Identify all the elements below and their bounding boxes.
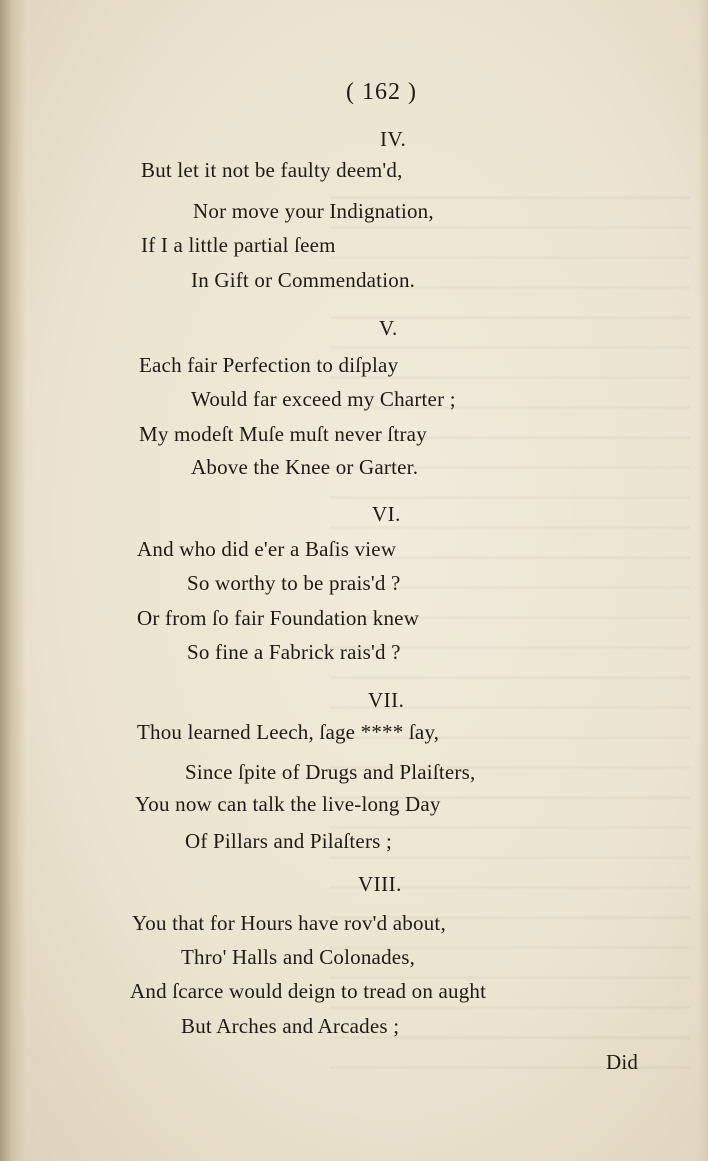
stanza-numeral: IV. [380,127,407,151]
stanza-numeral: VI. [372,502,401,526]
verse-line: But Arches and Arcades ; [181,1014,400,1038]
verse-line: So worthy to be prais'd ? [187,571,401,595]
verse-line: You that for Hours have rov'd about, [132,911,446,935]
verse-line: If I a little partial ſeem [141,233,336,257]
page-gutter-shadow [0,0,26,1161]
stanza-numeral: VIII. [358,872,402,896]
verse-line: But let it not be faulty deem'd, [141,158,403,182]
verse-line: Above the Knee or Garter. [191,455,419,479]
verse-line: My modeſt Muſe muſt never ſtray [139,422,427,446]
verse-line: Thro' Halls and Colonades, [181,945,416,969]
verse-line: So fine a Fabrick rais'd ? [187,640,401,664]
verse-line: Of Pillars and Pilaſters ; [185,829,393,853]
verse-line: Would far exceed my Charter ; [191,387,456,411]
page-number: ( 162 ) [346,79,417,105]
page-edge-shadow [698,0,708,1161]
verse-line: And ſcarce would deign to tread on aught [130,979,487,1003]
verse-line: Since ſpite of Drugs and Plaiſters, [185,760,476,784]
verse-line: Nor move your Indignation, [193,199,434,223]
verse-line: Thou learned Leech, ſage **** ſay, [137,720,440,744]
verse-line: In Gift or Commendation. [191,268,416,292]
verse-line: Each fair Perfection to diſplay [139,353,399,377]
verse-line: Or from ſo fair Foundation knew [137,606,420,630]
verse-line: And who did e'er a Baſis view [137,537,397,561]
stanza-numeral: V. [379,316,398,340]
verse-line: You now can talk the live-long Day [135,792,441,816]
catchword: Did [606,1050,639,1074]
stanza-numeral: VII. [368,688,405,712]
